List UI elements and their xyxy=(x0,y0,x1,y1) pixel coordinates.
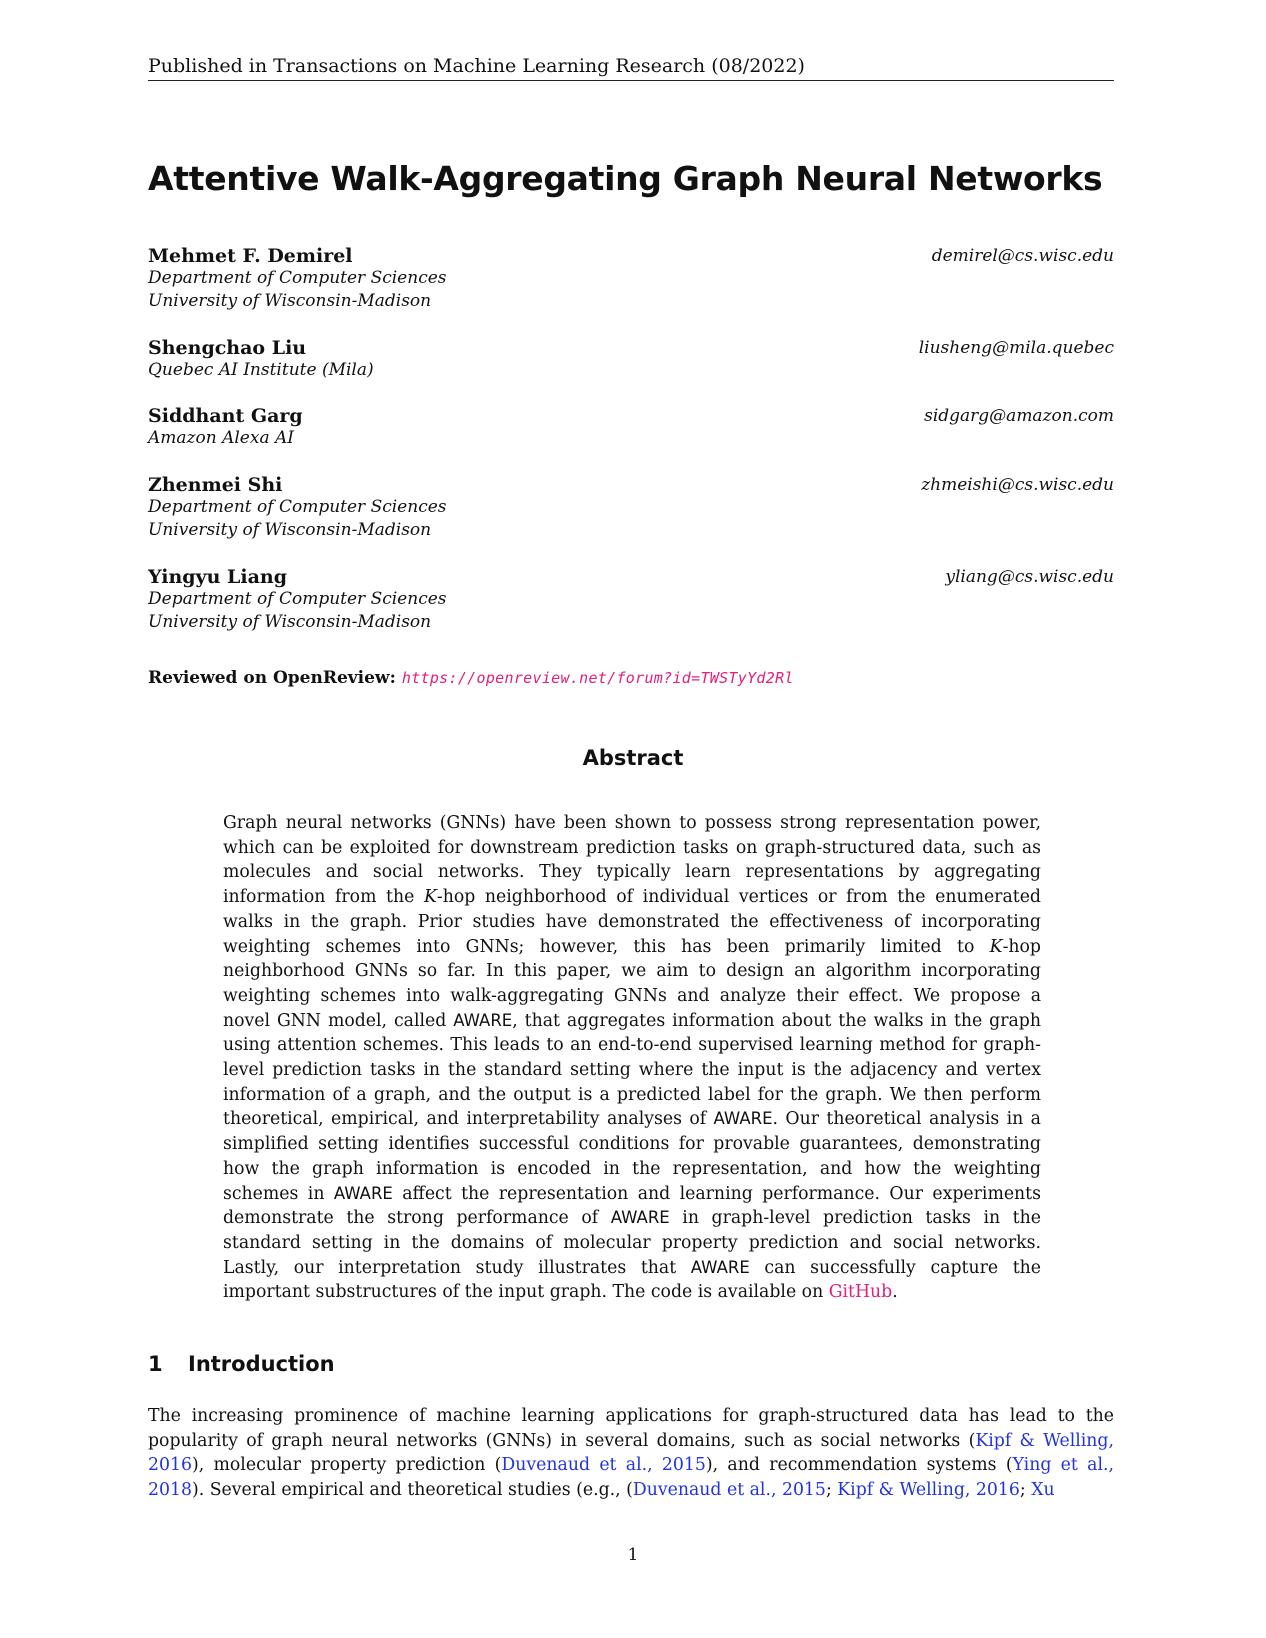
abstract-text: affect the representation and learning performance. Our experiments demonstrate the strong performance of xyxy=(223,1183,1041,1229)
author-block xyxy=(148,474,1114,542)
model-name: AWARE xyxy=(690,1257,750,1277)
abstract-text: in graph-level prediction tasks in the standard setting in the domains of molecular property prediction and social networks. Lastly, our interpretation study illustrates that xyxy=(223,1208,1041,1278)
intro-text: ), molecular property prediction ( xyxy=(191,1455,502,1476)
model-name: AWARE xyxy=(610,1208,670,1228)
author-name: Zhenmei Shi xyxy=(148,474,283,496)
author-affiliation: Department of Computer Sciences xyxy=(148,589,447,609)
citation-link[interactable]: Xu xyxy=(1031,1480,1055,1501)
author-email[interactable]: demirel@cs.wisc.edu xyxy=(931,246,1114,266)
abstract-text: -hop neighborhood GNNs so far. In this paper, we aim to design an algorithm incorporating weighting schemes into walk-aggregating GNNs and analyze their effect. We propose a novel GNN model, called xyxy=(223,936,1041,1031)
review-label: Reviewed on OpenReview: xyxy=(148,668,396,688)
openreview-link[interactable]: https://openreview.net/forum?id=TWSTyYd2Rl xyxy=(401,669,794,687)
author-email[interactable]: zhmeishi@cs.wisc.edu xyxy=(921,475,1114,495)
author-affiliation: University of Wisconsin-Madison xyxy=(148,520,432,540)
math-symbol: K xyxy=(989,936,1003,957)
author-block xyxy=(148,337,1114,382)
abstract-heading: Abstract xyxy=(582,746,684,770)
page-number: 1 xyxy=(627,1545,639,1565)
author-email[interactable]: sidgarg@amazon.com xyxy=(924,406,1114,426)
author-affiliation: Quebec AI Institute (Mila) xyxy=(148,360,374,380)
abstract-text: . Our theoretical analysis in a simplified setting identifies successful conditions for provable guarantees, demonstrating how the graph information is encoded in the representation, and how the weighting schemes in xyxy=(223,1109,1041,1204)
abstract-body xyxy=(223,811,1041,1305)
intro-text: ), and recommendation systems ( xyxy=(705,1455,1013,1476)
citation-link[interactable]: Ying et al., 2018 xyxy=(148,1455,1114,1501)
abstract-text: Graph neural networks (GNNs) have been shown to possess strong representation power, which can be exploited for downstream prediction tasks on graph-structured data, such as molecules and social networks. They typically learn representations by aggregating information from the xyxy=(223,813,1041,908)
intro-text: ; xyxy=(825,1480,838,1501)
math-symbol: K xyxy=(423,887,437,908)
author-affiliation: Amazon Alexa AI xyxy=(148,428,294,448)
author-block xyxy=(148,405,1114,450)
author-affiliation: University of Wisconsin-Madison xyxy=(148,612,432,632)
model-name: AWARE xyxy=(453,1010,513,1030)
author-email[interactable]: liusheng@mila.quebec xyxy=(918,338,1114,358)
github-link[interactable]: GitHub xyxy=(828,1282,893,1303)
author-name: Shengchao Liu xyxy=(148,337,307,359)
author-block xyxy=(148,566,1114,634)
intro-text: The increasing prominence of machine learning applications for graph-structured data has lead to the popularity of graph neural networks (GNNs) in several domains, such as social networks ( xyxy=(148,1406,1114,1451)
author-name: Yingyu Liang xyxy=(148,566,288,588)
section-number: 1 xyxy=(148,1352,163,1376)
section-heading xyxy=(148,1350,335,1378)
citation-link[interactable]: Duvenaud et al., 2015 xyxy=(501,1455,706,1476)
abstract-text: , that aggregates information about the walks in the graph using attention schemes. This leads to an end-to-end supervised learning method for graph-level prediction tasks in the standard setting where the input is the adjacency and vertex information of a graph, and the output is a predicted label for the graph. We then perform theoretical, empirical, and interpretability analyses of xyxy=(223,1010,1041,1130)
intro-text: ). Several empirical and theoretical studies (e.g., ( xyxy=(191,1480,633,1501)
paper-title: Attentive Walk-Aggregating Graph Neural Networks xyxy=(148,159,1103,198)
journal-header: Published in Transactions on Machine Learning Research (08/2022) xyxy=(148,54,1114,81)
section-title: Introduction xyxy=(188,1352,335,1376)
citation-link[interactable]: Kipf & Welling, 2016 xyxy=(837,1480,1020,1501)
author-email[interactable]: yliang@cs.wisc.edu xyxy=(945,567,1114,587)
model-name: AWARE xyxy=(333,1183,393,1203)
abstract-text: -hop neighborhood of individual vertices or from the enumerated walks in the graph. Prior studies have demonstrated the effectiveness of incorporating weighting schemes into GNNs; however, this has been primarily limited to xyxy=(223,887,1041,957)
model-name: AWARE xyxy=(713,1109,773,1129)
author-affiliation: Department of Computer Sciences xyxy=(148,497,447,517)
review-line xyxy=(148,667,794,689)
abstract-text: . xyxy=(892,1282,898,1303)
author-block xyxy=(148,245,1114,313)
abstract-text: can successfully capture the important substructures of the input graph. The code is available on xyxy=(223,1257,1041,1303)
citation-link[interactable]: Duvenaud et al., 2015 xyxy=(632,1480,826,1501)
author-name: Mehmet F. Demirel xyxy=(148,245,353,267)
author-affiliation: University of Wisconsin-Madison xyxy=(148,291,432,311)
citation-link[interactable]: Kipf & Welling, 2016 xyxy=(148,1430,1114,1476)
author-affiliation: Department of Computer Sciences xyxy=(148,268,447,288)
intro-paragraph xyxy=(148,1404,1114,1503)
intro-text: ; xyxy=(1019,1480,1032,1501)
author-name: Siddhant Garg xyxy=(148,405,303,427)
